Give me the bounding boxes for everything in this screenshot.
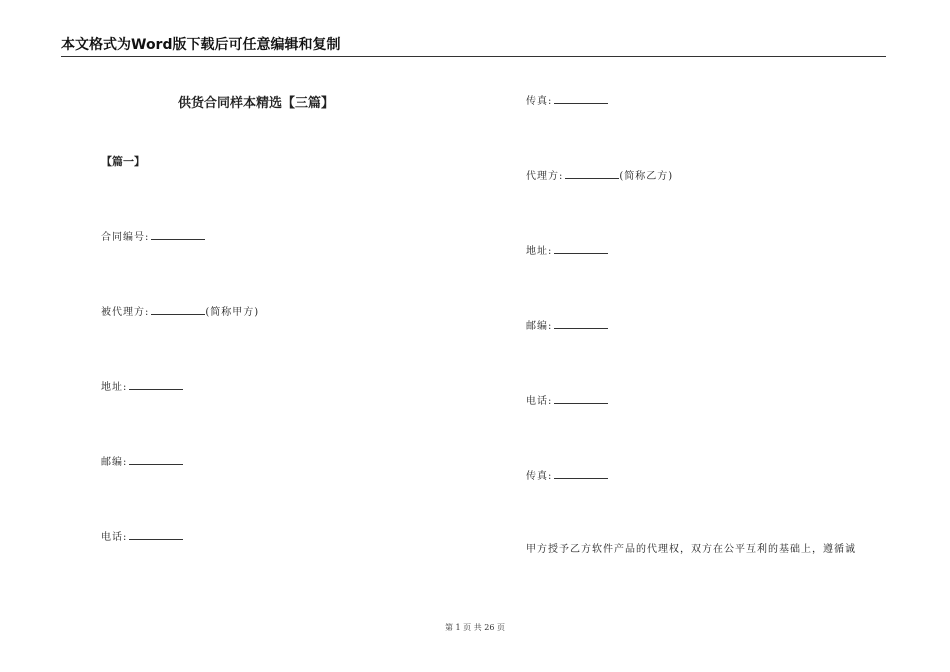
right-postcode-line — [526, 318, 608, 334]
agent-label: 代理方: — [526, 171, 564, 182]
left-postcode-line — [101, 454, 183, 470]
right-address-blank — [554, 243, 608, 254]
left-address-label: 地址: — [101, 382, 128, 393]
agent-line — [526, 168, 673, 184]
left-phone-blank — [129, 529, 183, 540]
left-postcode-label: 邮编: — [101, 457, 128, 468]
agent-suffix: (简称乙方) — [619, 171, 674, 182]
section-label: 【篇一】 — [101, 155, 145, 168]
left-phone-line — [101, 529, 183, 545]
principal-label: 被代理方: — [101, 307, 150, 318]
right-address-label: 地址: — [526, 246, 553, 257]
right-fax-label-1: 传真: — [526, 96, 553, 107]
right-phone-line — [526, 393, 608, 409]
right-postcode-blank — [554, 318, 608, 329]
left-phone-label: 电话: — [101, 532, 128, 543]
left-postcode-blank — [129, 454, 183, 465]
right-fax-line-2 — [526, 468, 608, 484]
principal-suffix: (简称甲方) — [205, 307, 260, 318]
left-address-line — [101, 379, 183, 395]
contract-number-line — [101, 229, 205, 245]
principal-line — [101, 304, 259, 320]
page-footer: 第 1 页 共 26 页 — [445, 623, 505, 632]
right-postcode-label: 邮编: — [526, 321, 553, 332]
document-title: 供货合同样本精选【三篇】 — [178, 96, 335, 111]
right-phone-blank — [554, 393, 608, 404]
right-fax-label-2: 传真: — [526, 471, 553, 482]
right-fax-line-1 — [526, 93, 608, 109]
page-header: 本文格式为Word版下载后可任意编辑和复制 — [61, 34, 886, 57]
principal-blank — [151, 304, 205, 315]
agent-blank — [565, 168, 619, 179]
right-fax-blank-2 — [554, 468, 608, 479]
body-paragraph: 甲方授予乙方软件产品的代理权，双方在公平互利的基础上，遵循诚 — [526, 544, 856, 555]
right-address-line — [526, 243, 608, 259]
right-phone-label: 电话: — [526, 396, 553, 407]
contract-number-blank — [151, 229, 205, 240]
right-fax-blank-1 — [554, 93, 608, 104]
contract-number-label: 合同编号: — [101, 232, 150, 243]
left-address-blank — [129, 379, 183, 390]
